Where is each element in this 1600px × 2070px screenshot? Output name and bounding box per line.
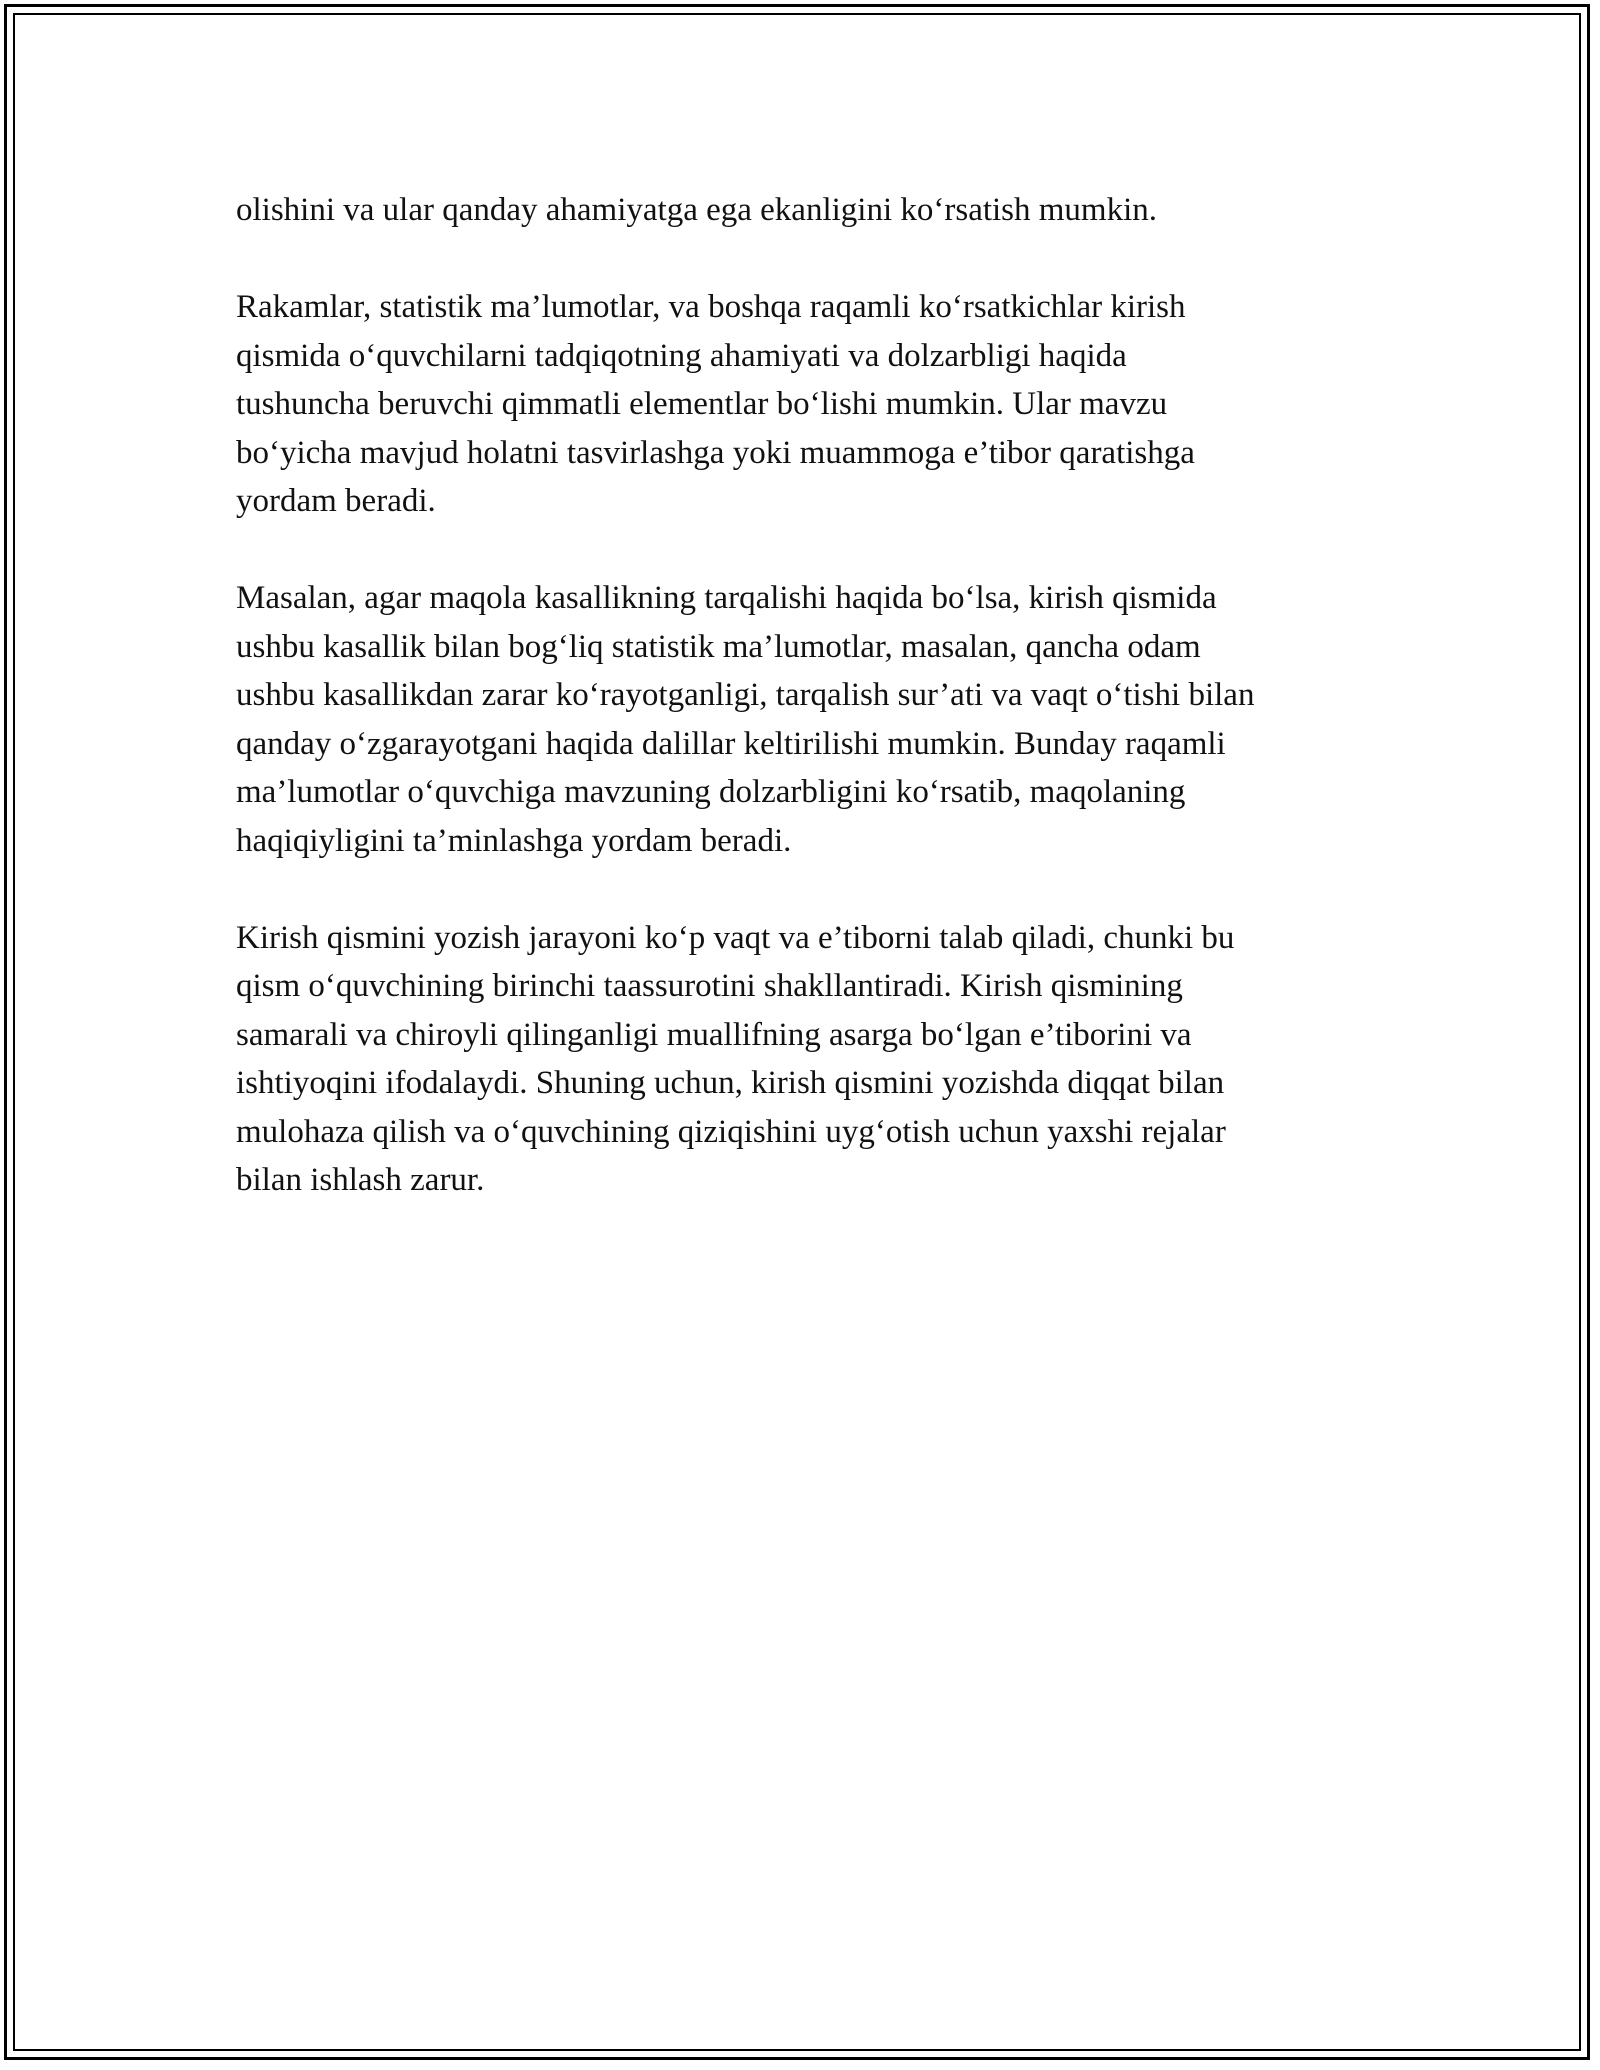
document-body xyxy=(236,186,1396,1253)
paragraph-3: Masalan, agar maqola kasallikning tarqalishi haqida bo‘lsa, kirish qismida ushbu kasallik bilan bog‘liq statistik ma’lumotlar, masalan, qancha odam ushbu kasallikdan zarar ko‘rayotganligi, tarqalish sur’ati va vaqt o‘tishi bilan qanday o‘zgarayotgani haqida dalillar keltirilishi mumkin. Bunday raqamli ma’lumotlar o‘quvchiga mavzuning dolzarbligini ko‘rsatib, maqolaning haqiqiyligini ta’minlashga yordam beradi. xyxy=(236,580,1255,859)
paragraph-2: Rakamlar, statistik ma’lumotlar, va boshqa raqamli ko‘rsatkichlar kirish qismida o‘quvchilarni tadqiqotning ahamiyati va dolzarbligi haqida tushuncha beruvchi qimmatli elementlar bo‘lishi mumkin. Ular mavzu bo‘yicha mavjud holatni tasvirlashga yoki muammoga e’tibor qaratishga yordam beradi. xyxy=(236,289,1195,519)
paragraph-1: olishini va ular qanday ahamiyatga ega ekanligini ko‘rsatish mumkin. xyxy=(236,192,1158,228)
paragraph-4: Kirish qismini yozish jarayoni ko‘p vaqt va e’tiborni talab qiladi, chunki bu qism o‘quvchining birinchi taassurotini shakllantiradi. Kirish qismining samarali va chiroyli qilinganligi muallifning asarga bo‘lgan e’tiborini va ishtiyoqini ifodalaydi. Shuning uchun, kirish qismini yozishda diqqat bilan mulohaza qilish va o‘quvchining qiziqishini uyg‘otish uchun yaxshi rejalar bilan ishlash zarur. xyxy=(236,919,1235,1198)
